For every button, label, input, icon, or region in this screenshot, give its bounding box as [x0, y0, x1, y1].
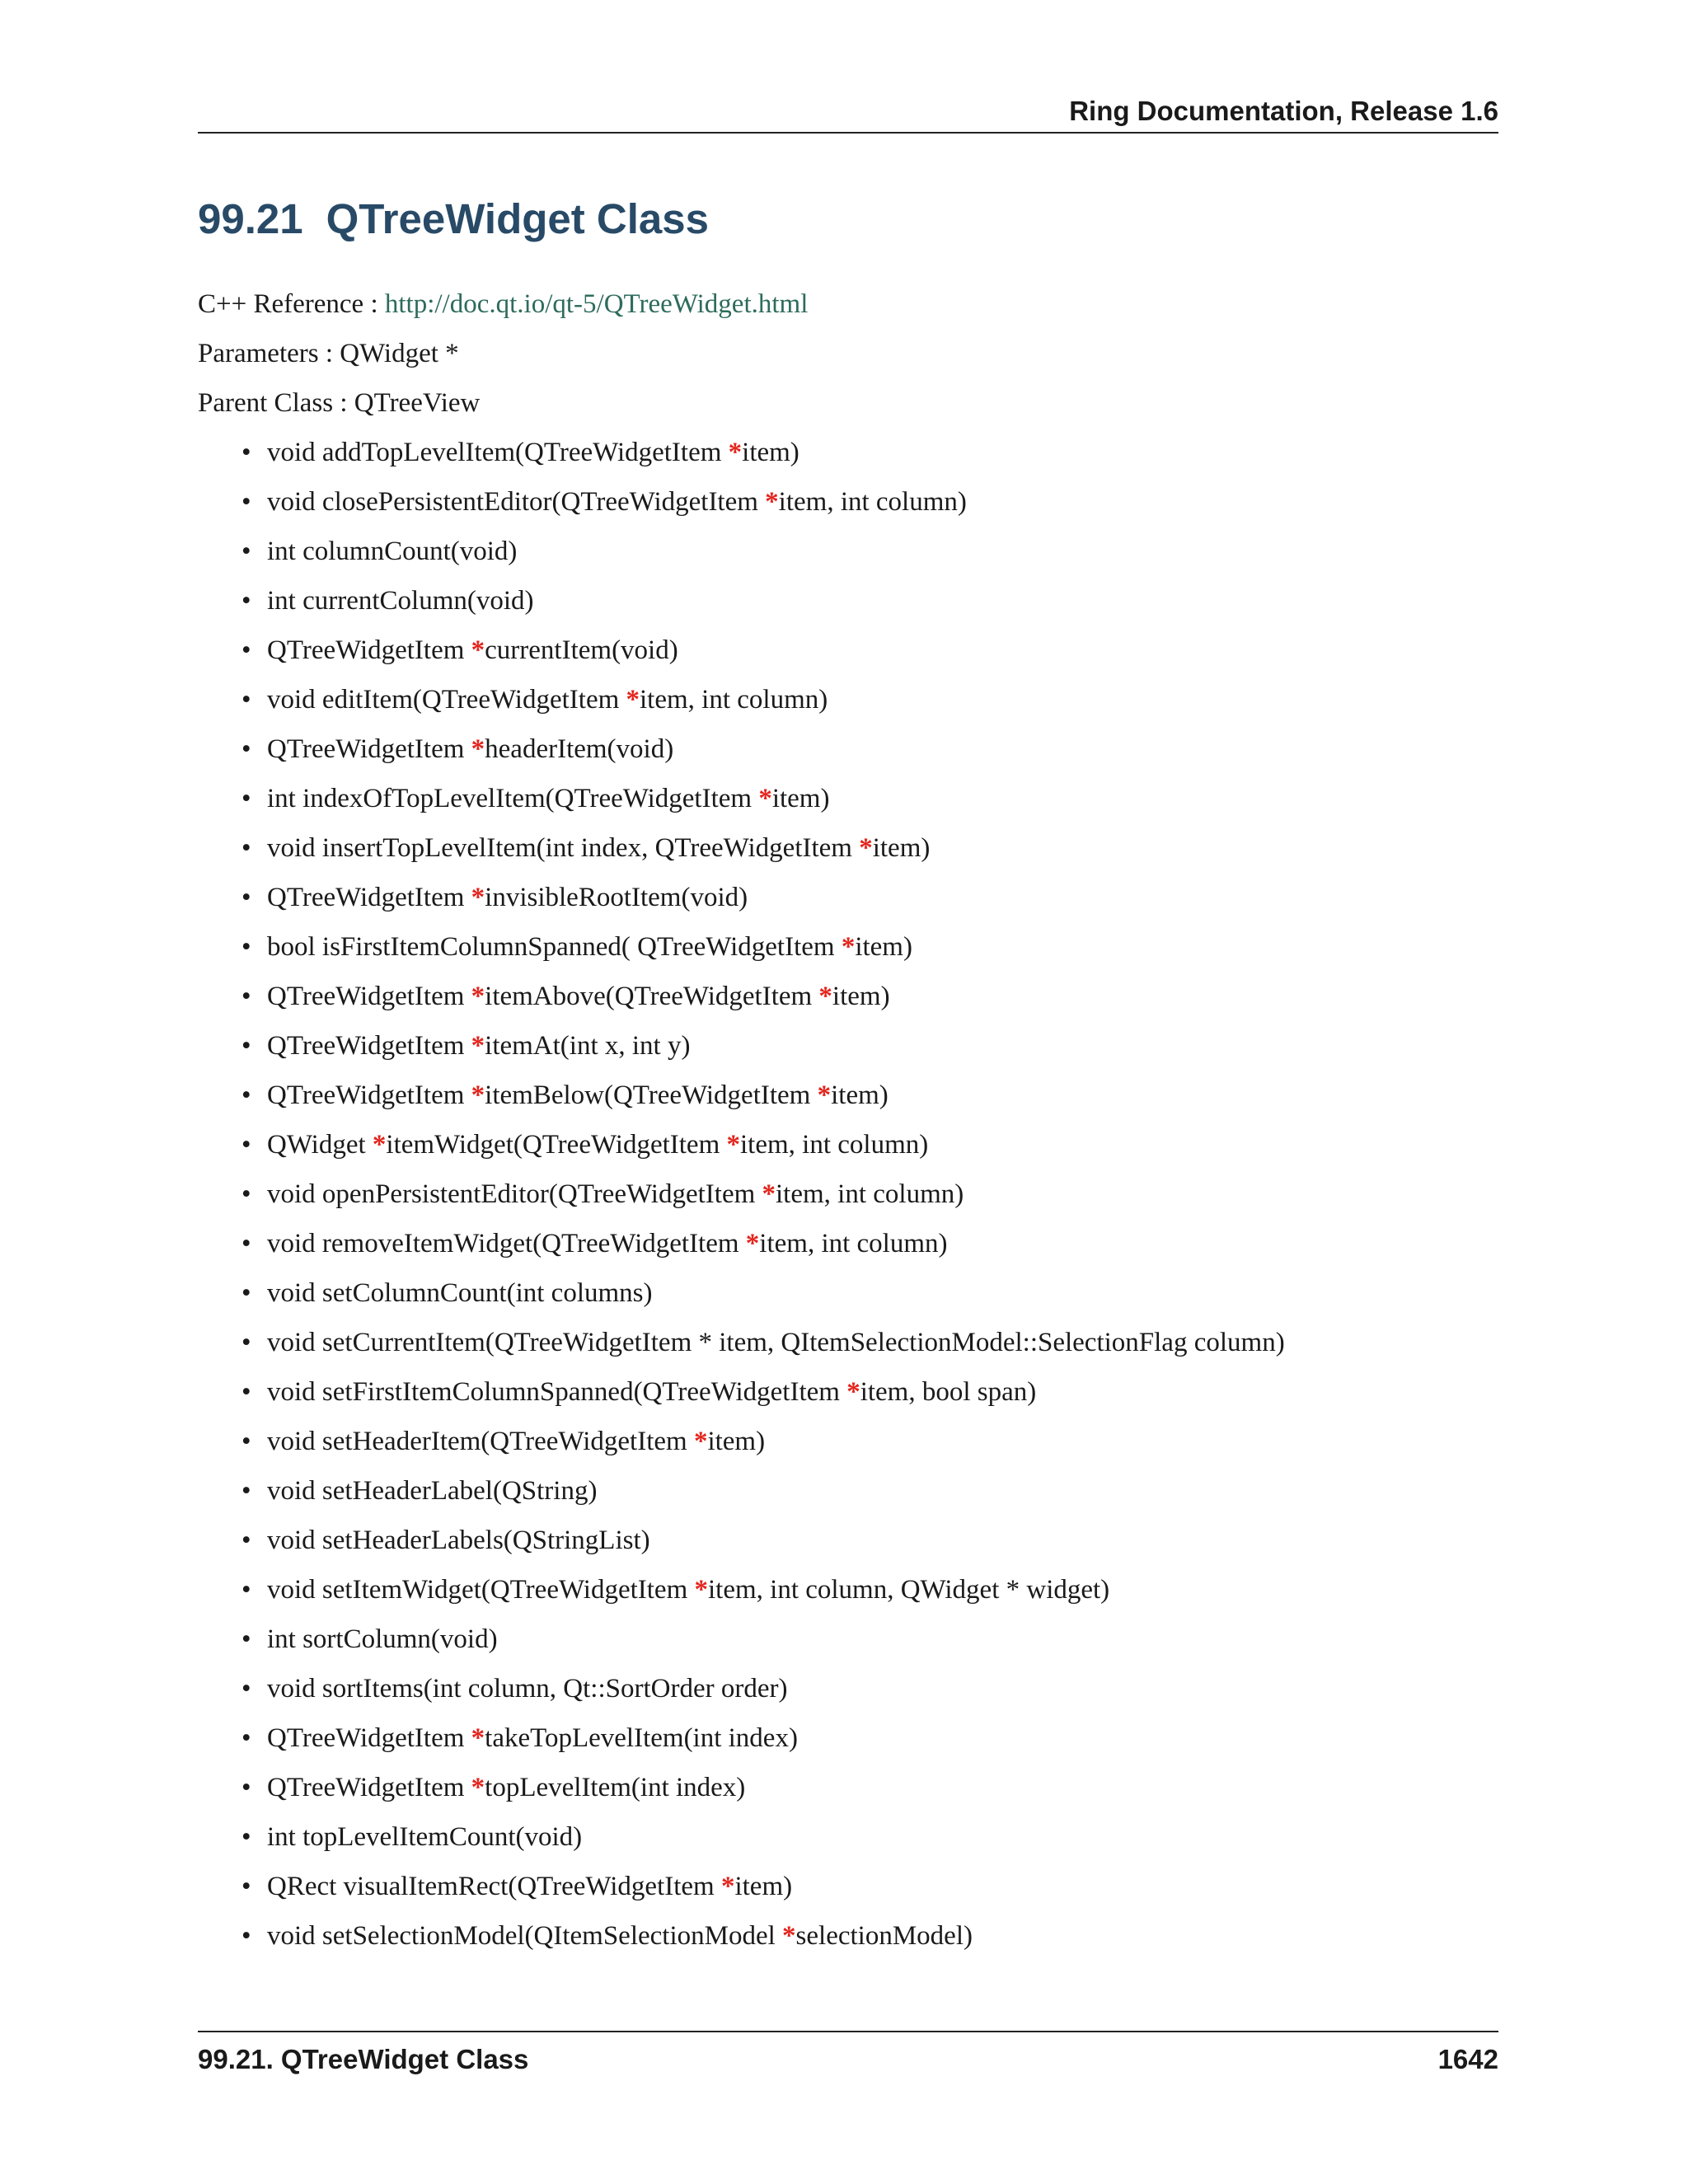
- method-item: [198, 1623, 1285, 1672]
- method-item: [198, 485, 1285, 535]
- method-signature: QTreeWidgetItem *currentItem(void): [267, 635, 678, 665]
- bullet-icon: •: [241, 833, 251, 863]
- method-signature: void closePersistentEditor(QTreeWidgetItem *item, int column): [267, 487, 967, 517]
- method-signature: QTreeWidgetItem *topLevelItem(int index): [267, 1773, 746, 1802]
- bullet-icon: •: [241, 1526, 251, 1555]
- bullet-icon: •: [241, 1624, 251, 1654]
- bullet-icon: •: [241, 784, 251, 813]
- parameters-line: Parameters : QWidget *: [198, 339, 459, 368]
- method-signature: int indexOfTopLevelItem(QTreeWidgetItem *item): [267, 784, 830, 813]
- method-signature: QTreeWidgetItem *itemAbove(QTreeWidgetItem *item): [267, 982, 890, 1011]
- header-title: Ring Documentation, Release 1.6: [1069, 96, 1498, 126]
- bullet-icon: •: [241, 1773, 251, 1802]
- method-item: [198, 1326, 1285, 1376]
- method-item: [198, 1474, 1285, 1524]
- bullet-icon: •: [241, 1278, 251, 1308]
- method-item: [198, 1128, 1285, 1178]
- cpp-reference-label: C++ Reference :: [198, 289, 378, 319]
- bullet-icon: •: [241, 1427, 251, 1456]
- footer-section: 99.21. QTreeWidget Class: [198, 2044, 529, 2074]
- method-signature: int columnCount(void): [267, 537, 518, 566]
- method-signature: QWidget *itemWidget(QTreeWidgetItem *item, int column): [267, 1130, 929, 1160]
- section-heading: [198, 191, 709, 247]
- method-signature: void removeItemWidget(QTreeWidgetItem *item, int column): [267, 1229, 948, 1258]
- method-signature: int topLevelItemCount(void): [267, 1822, 583, 1852]
- cpp-reference: [198, 288, 808, 321]
- bullet-icon: •: [241, 487, 251, 517]
- method-item: [198, 1919, 1285, 1969]
- method-item: [198, 1079, 1285, 1128]
- bullet-icon: •: [241, 883, 251, 912]
- method-item: [198, 1029, 1285, 1079]
- bullet-icon: •: [241, 1179, 251, 1209]
- method-list: [198, 436, 1285, 1969]
- bullet-icon: •: [241, 1080, 251, 1110]
- cpp-reference-link[interactable]: http://doc.qt.io/qt-5/QTreeWidget.html: [384, 289, 809, 319]
- method-item: [198, 1376, 1285, 1425]
- parent-class-line: Parent Class : QTreeView: [198, 388, 481, 418]
- bullet-icon: •: [241, 438, 251, 467]
- method-item: [198, 436, 1285, 485]
- method-signature: QTreeWidgetItem *headerItem(void): [267, 734, 674, 764]
- method-signature: QTreeWidgetItem *invisibleRootItem(void): [267, 883, 748, 912]
- bullet-icon: •: [241, 1031, 251, 1061]
- method-item: [198, 1870, 1285, 1919]
- bullet-icon: •: [241, 1575, 251, 1605]
- method-signature: void addTopLevelItem(QTreeWidgetItem *item): [267, 438, 799, 467]
- method-signature: QTreeWidgetItem *itemAt(int x, int y): [267, 1031, 691, 1061]
- method-signature: void insertTopLevelItem(int index, QTreeWidgetItem *item): [267, 833, 931, 863]
- method-item: [198, 584, 1285, 634]
- running-header: [198, 92, 1498, 134]
- bullet-icon: •: [241, 1822, 251, 1852]
- bullet-icon: •: [241, 1674, 251, 1704]
- bullet-icon: •: [241, 1130, 251, 1160]
- bullet-icon: •: [241, 586, 251, 616]
- bullet-icon: •: [241, 635, 251, 665]
- method-item: [198, 782, 1285, 832]
- method-signature: bool isFirstItemColumnSpanned( QTreeWidgetItem *item): [267, 932, 912, 962]
- bullet-icon: •: [241, 1872, 251, 1901]
- running-footer: [198, 2031, 1498, 2079]
- method-signature: QTreeWidgetItem *itemBelow(QTreeWidgetItem *item): [267, 1080, 889, 1110]
- method-signature: void setFirstItemColumnSpanned(QTreeWidgetItem *item, bool span): [267, 1377, 1037, 1407]
- method-signature: void editItem(QTreeWidgetItem *item, int column): [267, 685, 828, 715]
- method-item: [198, 1573, 1285, 1623]
- bullet-icon: •: [241, 1377, 251, 1407]
- bullet-icon: •: [241, 734, 251, 764]
- method-item: [198, 1178, 1285, 1227]
- method-signature: void setItemWidget(QTreeWidgetItem *item, int column, QWidget * widget): [267, 1575, 1110, 1605]
- method-item: [198, 1425, 1285, 1474]
- method-item: [198, 683, 1285, 733]
- bullet-icon: •: [241, 1723, 251, 1753]
- method-item: [198, 535, 1285, 584]
- method-signature: void setHeaderLabel(QString): [267, 1476, 598, 1506]
- section-title-text: QTreeWidget Class: [326, 195, 709, 242]
- method-item: [198, 1672, 1285, 1722]
- method-signature: void setHeaderItem(QTreeWidgetItem *item): [267, 1427, 766, 1456]
- page-number: 1642: [1437, 2044, 1498, 2074]
- method-item: [198, 832, 1285, 881]
- method-signature: void setSelectionModel(QItemSelectionModel *selectionModel): [267, 1921, 973, 1951]
- method-signature: void setColumnCount(int columns): [267, 1278, 653, 1308]
- bullet-icon: •: [241, 537, 251, 566]
- bullet-icon: •: [241, 982, 251, 1011]
- method-item: [198, 1722, 1285, 1771]
- method-item: [198, 881, 1285, 930]
- bullet-icon: •: [241, 932, 251, 962]
- method-item: [198, 733, 1285, 782]
- method-signature: int currentColumn(void): [267, 586, 534, 616]
- method-signature: QRect visualItemRect(QTreeWidgetItem *item): [267, 1872, 793, 1901]
- method-item: [198, 634, 1285, 683]
- method-signature: void sortItems(int column, Qt::SortOrder order): [267, 1674, 788, 1704]
- method-signature: void setCurrentItem(QTreeWidgetItem * item, QItemSelectionModel::SelectionFlag column): [267, 1328, 1285, 1357]
- method-item: [198, 980, 1285, 1029]
- method-item: [198, 930, 1285, 980]
- method-signature: int sortColumn(void): [267, 1624, 498, 1654]
- method-item: [198, 1524, 1285, 1573]
- bullet-icon: •: [241, 1229, 251, 1258]
- section-number: 99.21: [198, 195, 303, 242]
- bullet-icon: •: [241, 685, 251, 715]
- method-item: [198, 1771, 1285, 1821]
- bullet-icon: •: [241, 1921, 251, 1951]
- method-item: [198, 1277, 1285, 1326]
- bullet-icon: •: [241, 1328, 251, 1357]
- method-signature: void setHeaderLabels(QStringList): [267, 1526, 650, 1555]
- method-item: [198, 1227, 1285, 1277]
- bullet-icon: •: [241, 1476, 251, 1506]
- method-item: [198, 1821, 1285, 1870]
- method-signature: void openPersistentEditor(QTreeWidgetItem *item, int column): [267, 1179, 964, 1209]
- method-signature: QTreeWidgetItem *takeTopLevelItem(int index): [267, 1723, 798, 1753]
